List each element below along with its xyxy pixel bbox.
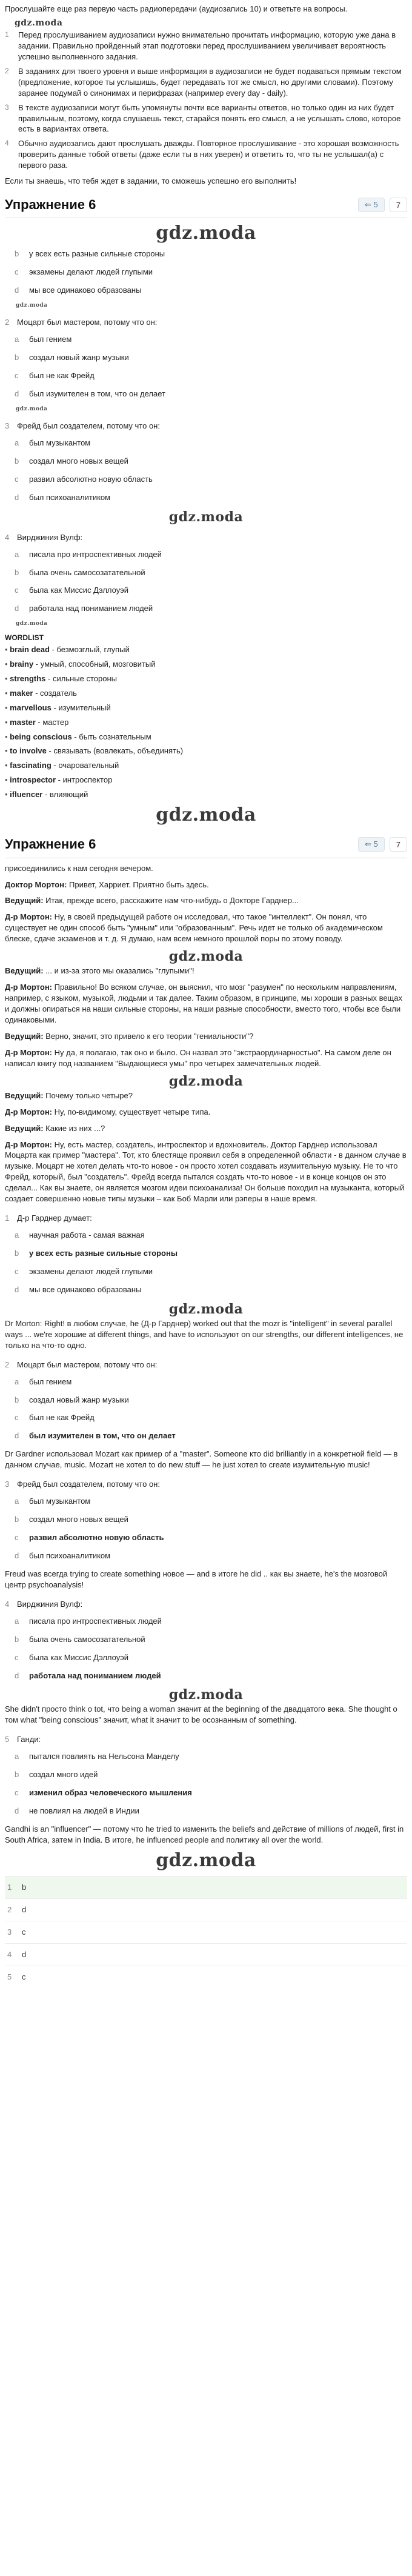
- answer-option: [15, 1616, 407, 1627]
- option-letter: b: [15, 1515, 19, 1524]
- question-text: Моцарт был мастером, потому что он:: [17, 1360, 158, 1369]
- wordlist-item: [5, 688, 407, 699]
- question: [5, 317, 407, 328]
- question: [5, 1213, 407, 1224]
- wordlist-term: ifluencer: [10, 790, 43, 799]
- answer-option: [15, 249, 407, 259]
- answer-option: [15, 603, 407, 614]
- question: [5, 1734, 407, 1745]
- dialog-text: Ну, в своей предыдущей работе он исследовал, что такое "интеллект". Он понял, что существует не один способ быть "умным" или "образованным". Речь идет не только об академическом блеске, сдаче экзаменов и т. д. Я думаю, нам всем немного прошлой поры по этому поводу.: [5, 912, 383, 944]
- option-letter: a: [15, 1497, 19, 1506]
- wordlist-definition: - мастер: [35, 717, 69, 727]
- option-text: была очень самосозатательной: [29, 1634, 145, 1644]
- tip-number: 4: [5, 139, 9, 148]
- watermark: gdz.moda: [16, 302, 48, 309]
- prev-exercise-button[interactable]: ⇐ 5: [358, 198, 385, 212]
- wordlist-term: brain dead: [10, 644, 50, 654]
- tip-text: В тексте аудиозаписи могут быть упомянуты почти все варианты ответов, но только один из них будет правильным, поэтому, когда слушаешь текст, старайся понять его смысл, а не услышать слово, которое есть в вариантах ответа.: [18, 102, 401, 134]
- question-number: 2: [5, 318, 10, 327]
- tip-text: Перед прослушиванием аудиозаписи нужно внимательно прочитать информацию, которую уже дана в задании. Правильно пройденный этап подготовки перед прослушиванием увеличивает вероятность успешно выполненного задания.: [18, 30, 396, 61]
- option-text: был психоаналитиком: [29, 492, 111, 502]
- watermark: gdz.moda: [168, 949, 244, 965]
- speaker: Ведущий:: [5, 966, 44, 976]
- speaker: Д-р Мортон:: [5, 1047, 52, 1057]
- answer-option: [15, 370, 407, 381]
- option-text: был изумителен в том, что он делает: [29, 1431, 176, 1441]
- answer-row: [5, 1966, 407, 1988]
- answer-option: [15, 1769, 407, 1780]
- speaker: Д-р Мортон:: [5, 912, 52, 922]
- option-text: был не как Фрейд: [29, 371, 95, 381]
- answer-number: 2: [7, 1904, 12, 1914]
- option-text: у всех есть разные сильные стороны: [29, 249, 165, 259]
- dialog-intro: присоединились к нам сегодня вечером.: [5, 863, 153, 873]
- answer-value: d: [22, 1949, 27, 1959]
- speaker: Д-р Мортон:: [5, 1107, 52, 1116]
- watermark: gdz.moda: [168, 1687, 244, 1703]
- explanation-text: Gandhi is an "influencer" — потому что he tried to изменить the beliefs and действие of millions of людей, first in South Africa, затем in India. В итоге, he influenced people and политику all over the world.: [5, 1824, 404, 1844]
- option-letter: d: [15, 1670, 19, 1680]
- watermark: gdz.moda: [168, 1301, 244, 1317]
- answer-option: [15, 267, 407, 278]
- option-letter: d: [15, 389, 19, 399]
- option-text: была очень самосозатательной: [29, 567, 145, 577]
- answer-option: [15, 1532, 407, 1543]
- wordlist-definition: - интроспектор: [56, 775, 113, 785]
- answer-option: [15, 1430, 407, 1441]
- option-letter: d: [15, 1284, 19, 1294]
- tip-text: В заданиях для твоего уровня и выше информация в аудиозаписи не будет подаваться прямым текстом (предложение, которое ты услышишь, будет передавать тот же смысл, но другими словами). Поэтому заранее подумай о синонимах и перифразах (например every day - daily).: [18, 66, 402, 98]
- answer-option: [15, 1652, 407, 1663]
- tip-text: Обычно аудиозапись дают прослушать дважды. Повторное прослушивание - это хорошая возможность проверить данные тобой ответы (даже если ты в них уверен) и ответить то, что ты не услышал(а) с первого раза.: [18, 139, 399, 170]
- wordlist-term: to involve: [10, 746, 47, 756]
- answer-option: [15, 1230, 407, 1241]
- option-letter: d: [15, 1806, 19, 1816]
- option-text: писала про интроспективных людей: [29, 549, 162, 559]
- option-text: был не как Фрейд: [29, 1413, 95, 1423]
- answer-option: [15, 438, 407, 449]
- dialog-line: [5, 1090, 407, 1101]
- option-text: создал много идей: [29, 1770, 98, 1780]
- wordlist-item: [5, 717, 407, 728]
- option-letter: b: [15, 1395, 19, 1404]
- option-letter: a: [15, 549, 19, 559]
- dialog-text: ... и из-за этого мы оказались "глупыми"!: [43, 966, 194, 976]
- next-exercise-button[interactable]: 7: [390, 198, 407, 212]
- option-letter: c: [15, 1533, 19, 1543]
- answer-option: [15, 492, 407, 503]
- option-letter: b: [15, 249, 19, 259]
- question-number: 5: [5, 1735, 10, 1744]
- option-letter: c: [15, 1413, 19, 1423]
- answer-number: 5: [7, 1972, 12, 1981]
- next-exercise-button[interactable]: 7: [390, 837, 407, 852]
- option-text: мы все одинаково образованы: [29, 285, 142, 295]
- watermark: gdz.moda: [156, 1849, 256, 1871]
- wordlist-term: maker: [10, 688, 33, 698]
- wordlist-item: [5, 702, 407, 713]
- option-text: научная работа - самая важная: [29, 1230, 145, 1240]
- answer-value: c: [22, 1972, 26, 1981]
- wordlist-item: [5, 760, 407, 771]
- answer-option: [15, 585, 407, 596]
- question-number: 1: [5, 1213, 10, 1223]
- question-text: Д-р Гарднер думает:: [17, 1213, 92, 1223]
- wordlist-item: [5, 644, 407, 655]
- watermark: gdz.moda: [15, 18, 63, 28]
- option-letter: a: [15, 1616, 19, 1626]
- wordlist-definition: - влияющий: [42, 790, 88, 799]
- tip-item: [5, 138, 407, 171]
- wordlist-item: [5, 775, 407, 786]
- option-letter: d: [15, 1550, 19, 1560]
- option-letter: b: [15, 1770, 19, 1780]
- wordlist: [5, 644, 407, 800]
- option-text: работала над пониманием людей: [29, 1670, 161, 1680]
- wordlist-item: [5, 746, 407, 756]
- speaker: Д-р Мортон:: [5, 983, 52, 992]
- option-letter: c: [15, 267, 19, 277]
- option-text: создал новый жанр музыки: [29, 1395, 129, 1404]
- exercise-header: [5, 191, 407, 218]
- watermark: gdz.moda: [156, 804, 256, 826]
- wordlist-definition: - быть сознательным: [71, 732, 151, 741]
- option-letter: c: [15, 474, 19, 484]
- question: [5, 1479, 407, 1490]
- dialog-text: Верно, значит, это привело к его теории "гениальности"?: [43, 1031, 254, 1041]
- option-text: пытался повлиять на Нельсона Манделу: [29, 1752, 179, 1761]
- answer-option: [15, 1670, 407, 1681]
- answer-option: [15, 1634, 407, 1645]
- option-text: был музыкантом: [29, 1497, 91, 1506]
- watermark: gdz.moda: [168, 509, 244, 525]
- dialog-line: [5, 1123, 407, 1134]
- option-text: был музыкантом: [29, 438, 91, 447]
- speaker: Ведущий:: [5, 1123, 44, 1133]
- watermark: gdz.moda: [16, 405, 48, 412]
- answer-number: 4: [7, 1949, 12, 1959]
- answer-option: [15, 1751, 407, 1762]
- tips-list: [5, 30, 407, 171]
- dialog-text: Какие из них ...?: [43, 1123, 105, 1133]
- answer-value: c: [22, 1927, 26, 1937]
- question-text: Вирджиния Вулф:: [17, 532, 83, 542]
- dialog-text: Привет, Харриет. Приятно быть здесь.: [67, 879, 209, 889]
- answer-option: [15, 1376, 407, 1387]
- question-number: 4: [5, 532, 10, 542]
- option-letter: c: [15, 1788, 19, 1798]
- explanation-text: Dr Gardner использовал Mozart как пример of a "master". Someone кто did brilliantly in a конкретной field — в данном случае, music. Mozart не хотел to do new stuff — he just хотел to create изумительную music!: [5, 1449, 398, 1470]
- wordlist-definition: - изумительный: [51, 702, 111, 712]
- option-letter: c: [15, 371, 19, 381]
- answer-value: d: [22, 1904, 27, 1914]
- speaker: Доктор Мортон:: [5, 879, 67, 889]
- question: [5, 1360, 407, 1370]
- answer-option: [15, 1395, 407, 1406]
- exercise-nav: [358, 198, 407, 212]
- answer-option: [15, 285, 407, 296]
- wordlist-term: introspector: [10, 775, 56, 785]
- question: [5, 532, 407, 543]
- answer-value: b: [22, 1882, 27, 1892]
- option-text: была как Миссис Дэллоуэй: [29, 1652, 128, 1662]
- option-text: создал много новых вещей: [29, 456, 128, 465]
- dialog-text: Правильно! Во всяком случае, он выяснил, что мозг "разумен" по нескольким направлениям, например, с языком, музыкой, людьми и так далее. Таким образом, в принципе, мы хороши в разных вещах и должны опираться на наши сильные стороны, на наши разные способности, вместо того, чтобы все были одинаковыми.: [5, 983, 402, 1024]
- tip-item: [5, 102, 407, 135]
- dialog-text: Почему только четыре?: [43, 1090, 133, 1100]
- answer-number: 1: [7, 1882, 12, 1892]
- wordlist-item: [5, 789, 407, 800]
- option-text: был психоаналитиком: [29, 1550, 111, 1560]
- wordlist-item: [5, 659, 407, 670]
- option-letter: b: [15, 1634, 19, 1644]
- question-number: 3: [5, 421, 10, 430]
- wordlist-term: being conscious: [10, 732, 72, 741]
- answer-option: [15, 1787, 407, 1798]
- option-letter: a: [15, 1752, 19, 1761]
- wordlist-definition: - создатель: [33, 688, 77, 698]
- wordlist-definition: - связывать (вовлекать, объединять): [46, 746, 184, 756]
- explanation-text: Dr Morton: Right! в любом случае, he (Д-р Гарднер) worked out that the mozr is "intelligent" in several parallel ways ... we're хорошие at different things, and have to используют on our strengths, our different intelligences, не только на что-то одно.: [5, 1318, 404, 1350]
- question-text: Вирджиния Вулф:: [17, 1599, 83, 1609]
- answer-option: [15, 1550, 407, 1561]
- option-text: была как Миссис Дэллоуэй: [29, 586, 128, 595]
- tip-item: [5, 66, 407, 99]
- dialog-line: [5, 1031, 407, 1042]
- option-text: создал много новых вещей: [29, 1515, 128, 1524]
- option-text: экзамены делают людей глупыми: [29, 267, 153, 277]
- explanation-text: Freud was всегда trying to create something новое — and в итоге he did .. как вы знаете, he's the мозговой центр psychoanalysis!: [5, 1569, 388, 1589]
- answers-list: [5, 1876, 407, 1988]
- option-letter: c: [15, 1266, 19, 1276]
- watermark: gdz.moda: [156, 222, 256, 244]
- exercise-header: [5, 830, 407, 858]
- option-letter: c: [15, 1652, 19, 1662]
- option-letter: c: [15, 586, 19, 595]
- wordlist-term: master: [10, 717, 36, 727]
- dialog-text: Итак, прежде всего, расскажите нам что-нибудь о Докторе Гарднер...: [43, 896, 299, 906]
- option-text: был изумителен в том, что он делает: [29, 389, 165, 399]
- prev-exercise-button[interactable]: ⇐ 5: [358, 837, 385, 852]
- answer-option: [15, 352, 407, 363]
- option-letter: a: [15, 438, 19, 447]
- question-text: Ганди:: [17, 1735, 41, 1744]
- watermark: gdz.moda: [16, 621, 48, 627]
- answer-option: [15, 334, 407, 345]
- question: [5, 1599, 407, 1610]
- answer-option: [15, 549, 407, 560]
- option-text: писала про интроспективных людей: [29, 1616, 162, 1626]
- answer-option: [15, 1284, 407, 1295]
- answer-row: [5, 1943, 407, 1966]
- question-number: 2: [5, 1360, 10, 1369]
- dialog-line: [5, 982, 407, 1026]
- dialog-line: [5, 1047, 407, 1069]
- option-letter: a: [15, 1376, 19, 1386]
- option-letter: d: [15, 604, 19, 613]
- wordlist-definition: - безмозглый, глупый: [49, 644, 130, 654]
- answer-option: [15, 1412, 407, 1423]
- answer-row: [5, 1921, 407, 1943]
- dialog-line: [5, 912, 407, 944]
- option-text: не повлиял на людей в Индии: [29, 1806, 139, 1816]
- dialog-line: [5, 879, 407, 890]
- option-text: изменил образ человеческого мышления: [29, 1788, 192, 1798]
- speaker: Ведущий:: [5, 1090, 44, 1100]
- speaker: Ведущий:: [5, 896, 44, 906]
- tip-number: 3: [5, 102, 9, 112]
- dialog-line: [5, 1107, 407, 1118]
- wordlist-term: fascinating: [10, 761, 51, 770]
- dialog-text: Ну, по-видимому, существует четыре типа.: [52, 1107, 211, 1116]
- answer-option: [15, 456, 407, 467]
- tip-item: [5, 30, 407, 62]
- option-letter: a: [15, 335, 19, 344]
- option-text: экзамены делают людей глупыми: [29, 1266, 153, 1276]
- option-letter: a: [15, 1230, 19, 1240]
- intro-closing: Если ты знаешь, что тебя ждет в задании, то сможешь успешно его выполнить!: [5, 176, 297, 186]
- answer-option: [15, 1496, 407, 1507]
- question-number: 4: [5, 1599, 10, 1609]
- option-letter: b: [15, 353, 19, 362]
- answer-option: [15, 1806, 407, 1817]
- dialog-text: Ну, есть мастер, создатель, интроспектор и вдохновитель. Доктор Гарднер использовал Моцарта как пример "мастера". Тот, кто блестяще проявил себя в определенной области - в данном случае в музыке. Моцарт не хотел делать что-то новое - он просто хотел создавать изумительную музыку. Не то что Фрейд, который, был "создатель". Фрейд всегда пытался создать что-то новое - и в конце концов он это сделал... Как вы знаете, он является мозгом идеи психоанализа! Он больше походил на музыканта, который создает совершенно новые типы музыки – как Боб Марли или рэперы в наше время.: [5, 1140, 407, 1204]
- option-letter: d: [15, 492, 19, 502]
- watermark: gdz.moda: [168, 1073, 244, 1089]
- answer-number: 3: [7, 1927, 12, 1937]
- option-text: был гением: [29, 1376, 72, 1386]
- wordlist-item: [5, 732, 407, 742]
- tip-number: 2: [5, 66, 9, 75]
- exercise-title: Упражнение 6: [5, 197, 96, 213]
- speaker: Ведущий:: [5, 1031, 44, 1041]
- answer-option: [15, 1248, 407, 1259]
- exercise-title: Упражнение 6: [5, 836, 96, 852]
- question: [5, 421, 407, 432]
- option-text: развил абсолютно новую область: [29, 474, 153, 484]
- wordlist-item: [5, 673, 407, 684]
- option-letter: d: [15, 285, 19, 295]
- wordlist-term: marvellous: [10, 702, 51, 712]
- option-letter: b: [15, 567, 19, 577]
- option-letter: b: [15, 1249, 19, 1258]
- answer-row: [5, 1876, 407, 1898]
- option-text: был гением: [29, 335, 72, 344]
- dialog-line: [5, 1140, 407, 1205]
- question-number: 3: [5, 1480, 10, 1489]
- answer-row: [5, 1898, 407, 1921]
- dialog-line: [5, 895, 407, 906]
- option-letter: b: [15, 456, 19, 465]
- wordlist-title: WORDLIST: [5, 633, 44, 642]
- exercise-nav: [358, 837, 407, 852]
- answer-option: [15, 1514, 407, 1525]
- answer-option: [15, 567, 407, 578]
- option-text: у всех есть разные сильные стороны: [29, 1249, 178, 1258]
- answer-option: [15, 389, 407, 399]
- answer-option: [15, 474, 407, 485]
- question-text: Фрейд был создателем, потому что он:: [17, 421, 160, 430]
- speaker: Д-р Мортон:: [5, 1140, 52, 1149]
- wordlist-definition: - очаровательный: [51, 761, 119, 770]
- answer-option: [15, 1266, 407, 1277]
- dialog: [5, 863, 407, 1205]
- wordlist-term: strengths: [10, 673, 46, 683]
- option-text: работала над пониманием людей: [29, 604, 153, 613]
- question-text: Фрейд был создателем, потому что он:: [17, 1480, 160, 1489]
- option-text: развил абсолютно новую область: [29, 1533, 164, 1543]
- tip-number: 1: [5, 30, 9, 39]
- question-text: Моцарт был мастером, потому что он:: [17, 318, 158, 327]
- dialog-line: [5, 966, 407, 976]
- wordlist-definition: - умный, способный, мозговитый: [33, 659, 156, 669]
- option-text: создал новый жанр музыки: [29, 353, 129, 362]
- option-letter: d: [15, 1431, 19, 1441]
- dialog-text: Ну да, я полагаю, так оно и было. Он назвал это "экстраординарностью". На самом деле он написал книгу под названием "Выдающиеся умы" про четырех замечательных людей.: [5, 1047, 391, 1068]
- explanation-text: She didn't просто think о tot, что being a woman значит at the beginning of the двадцатого века. She thought о том what "being conscious" значит, what it значит to be осознанным of something.: [5, 1704, 397, 1725]
- option-text: мы все одинаково образованы: [29, 1284, 142, 1294]
- wordlist-definition: - сильные стороны: [45, 673, 117, 683]
- wordlist-term: brainy: [10, 659, 34, 669]
- intro-text: Прослушайте еще раз первую часть радиопередачи (аудиозапись 10) и ответьте на вопросы.: [5, 4, 348, 13]
